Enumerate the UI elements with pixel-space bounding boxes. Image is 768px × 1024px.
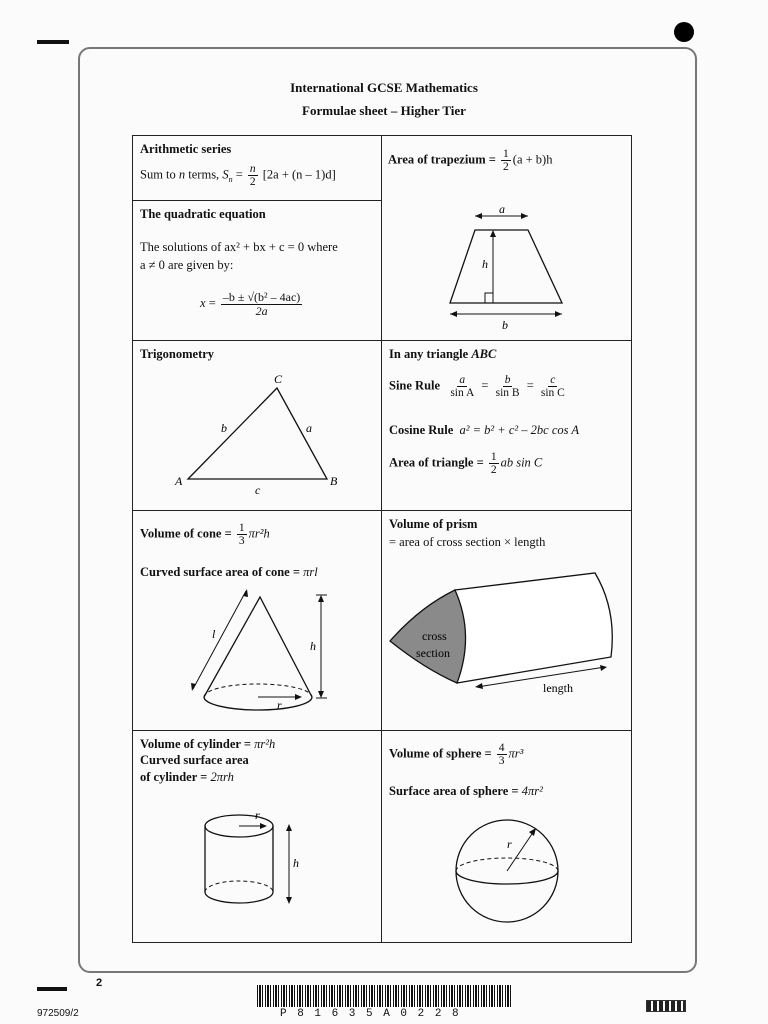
quadratic-line1: The solutions of ax² + bx + c = 0 where	[140, 240, 338, 254]
triangle-area: Area of triangle = $\frac{1}{2}$ ab sin C	[389, 451, 543, 477]
trapezium-label-h: h	[482, 257, 488, 271]
sphere-diagram	[450, 820, 570, 930]
trig-heading: Trigonometry	[140, 347, 215, 361]
grid-divider	[132, 340, 632, 341]
cosine-rule: Cosine Rule a² = b² + c² – 2bc cos A	[389, 423, 580, 437]
sheet-subtitle: Formulae sheet – Higher Tier	[302, 103, 466, 118]
sheet-title: International GCSE Mathematics	[290, 80, 478, 95]
cone-diagram	[180, 585, 340, 720]
cone-label-l: l	[212, 627, 216, 641]
corner-mark	[646, 1000, 686, 1012]
prism-label-cross: cross	[422, 629, 447, 643]
barcode-text: P 8 1 6 3 5 A 0 2 2 8	[280, 1008, 461, 1020]
trig-triangle-diagram	[170, 370, 350, 500]
side-b: b	[221, 421, 227, 435]
grid-divider-vertical	[381, 135, 382, 943]
paper-code: 972509/2	[37, 1008, 79, 1019]
cylinder-curved-line1: Curved surface area	[140, 753, 249, 767]
cylinder-diagram	[200, 800, 310, 930]
vertex-C: C	[274, 372, 283, 386]
grid-divider	[132, 730, 632, 731]
trapezium-diagram	[440, 200, 580, 335]
prism-formula: = area of cross section × length	[389, 535, 546, 549]
registration-mark-bottom	[37, 987, 67, 991]
registration-mark-top	[37, 40, 69, 44]
page-number: 2	[96, 977, 103, 989]
cylinder-curved-line2: of cylinder = 2πrh	[140, 770, 234, 784]
grid-divider	[132, 510, 632, 511]
prism-diagram	[385, 565, 625, 700]
prism-label-section: section	[416, 646, 450, 660]
side-a: a	[306, 421, 312, 435]
prism-heading: Volume of prism	[389, 517, 478, 531]
cylinder-label-r: r	[255, 808, 260, 822]
sphere-surface-area: Surface area of sphere = 4πr²	[389, 784, 543, 798]
sine-rule: Sine Rule $\frac{a}{\text{sin A}}$ = $\frac{b}{\text{sin B}}$ = $\frac{c}{\text{sin C}}$	[389, 374, 565, 400]
arithmetic-formula: Sum to n terms, $S_n$ = $\frac{n}{2}$ [2a + (n – 1)d]	[140, 163, 336, 189]
triangle-heading: In any triangle ABC	[389, 347, 497, 361]
vertex-A: A	[175, 474, 183, 488]
sphere-label-r: r	[507, 837, 512, 851]
grid-divider	[132, 200, 381, 201]
trapezium-label-a: a	[499, 202, 505, 216]
quadratic-formula: x = $\frac{\text{–b ± √(b² – 4ac)}}{2a}$	[200, 290, 301, 318]
cone-volume: Volume of cone = $\frac{1}{3}$ πr²h	[140, 522, 270, 548]
sphere-volume: Volume of sphere = $\frac{4}{3}$ πr³	[389, 742, 524, 768]
cylinder-volume: Volume of cylinder = πr²h	[140, 737, 276, 751]
trapezium-formula: Area of trapezium = $\frac{1}{2}$ (a + b)h	[388, 148, 553, 174]
quadratic-line2: a ≠ 0 are given by:	[140, 258, 234, 272]
prism-label-length: length	[543, 681, 573, 695]
cone-curved-area: Curved surface area of cone = πrl	[140, 565, 318, 579]
registration-dot	[674, 22, 694, 42]
quadratic-heading: The quadratic equation	[140, 207, 266, 221]
cylinder-label-h: h	[293, 856, 299, 870]
cone-label-h: h	[310, 639, 316, 653]
barcode	[257, 985, 512, 1007]
side-c: c	[255, 483, 261, 497]
trapezium-label-b: b	[502, 318, 508, 332]
arithmetic-heading: Arithmetic series	[140, 142, 232, 156]
vertex-B: B	[330, 474, 338, 488]
cone-label-r: r	[277, 698, 282, 712]
